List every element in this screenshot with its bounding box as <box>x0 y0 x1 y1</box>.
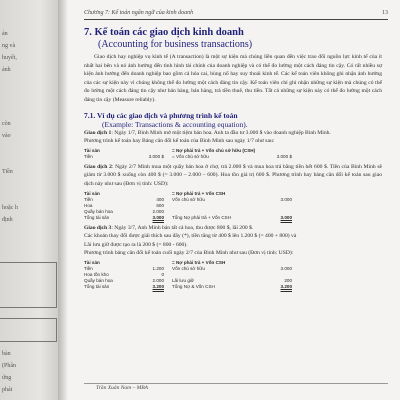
right-page <box>68 0 400 400</box>
asset-name: Quầy bán hoa <box>84 208 113 214</box>
asset-value: 0 <box>161 271 164 277</box>
transaction-3 <box>84 224 382 233</box>
subsection-title: 7.1. Ví dụ các giao dịch và phương trình kế toán <box>84 110 238 120</box>
asset-name: Tiền <box>84 196 93 202</box>
left-page-fragment: ản <box>2 31 8 37</box>
asset-value: 1.200 <box>152 265 164 271</box>
footer-rule <box>84 383 388 384</box>
intro-paragraph: Giao dịch hay nghiệp vụ kinh tế (A transaction) là một sự kiện mà chúng liền quan đến việc trao đổi nguồn lực kinh tế của ít nhất hai bên và nó ảnh hưởng đến tình hình tài chính của doanh nghiệp và có thể đo lường một cách đáng tin cậy. Có rất nhiều sự kiện ảnh hưởng đến doanh nghiệp bao gồm cả hỏa cai, bùng nổ hay suy thoái kinh tế. Các kế toán viên không ghi nhận ảnh hưởng của các sự kiện này vì chúng không thể đo lường một cách đáng tin cậy. Kế toán viên chỉ ghi nhận những sự kiện mà chúng có thể đo lường một cách đáng tin cậy như bán hàng, bán hàng, trả tiền thuê, thu tiền. Tất cả những sự kiện này có thể đo lường một cách đáng tin cậy (Measure reliably). <box>84 54 382 103</box>
asset-value: 3.000 $ <box>148 153 164 159</box>
total-liabilities-label: Tổng Nợ phải trả + Vốn CSH <box>172 214 232 220</box>
total-assets-value: 3.000 <box>152 214 164 220</box>
liability-name: = Vốn chủ sở hữu <box>172 153 209 159</box>
ledger-3 <box>84 260 324 290</box>
liabilities-header: = Nợ phải trả + Vốn CSH <box>172 190 226 196</box>
subsection-subtitle: (Example: Transactions & accounting equation). <box>102 119 248 129</box>
transaction-1 <box>84 129 382 138</box>
transaction-label: Giao dịch 3 <box>84 224 112 231</box>
running-header <box>84 10 388 16</box>
total-assets-value: 3.200 <box>152 283 164 289</box>
chapter-title: Chương 7: Kế toán ngân ngữ của kinh doanh <box>84 10 194 16</box>
transaction-1-after: Phương trình kế toán hay Bảng cân đối kế toán của Bình Minh sau ngày 1/7 như sau: <box>84 138 275 145</box>
liabilities-header: = Nợ phải trả + Vốn chủ sở hữu (CSH) <box>172 147 256 153</box>
asset-name: Tiền <box>84 265 93 271</box>
asset-name: Hoa tồn kho <box>84 271 109 277</box>
assets-header: Tài sản <box>84 259 100 265</box>
header-rule <box>84 19 388 20</box>
liability-name: Vốn chủ sở hữu <box>172 196 205 202</box>
left-page-fragment: (Phân <box>2 363 16 369</box>
ledger-1 <box>84 148 324 160</box>
left-page-fragment: ng và <box>2 43 16 49</box>
liability-name: Lãi lưu giữ <box>172 277 194 283</box>
asset-value: 600 <box>156 202 164 208</box>
left-page-table-box <box>0 318 57 342</box>
left-page-fragment: hoặc h <box>2 205 18 211</box>
left-page-edge <box>0 0 58 400</box>
page-number: 13 <box>382 10 388 16</box>
transaction-3-after: Lãi lưu giữ được tạo ra là 200 $ (= 800 - 600). <box>84 241 188 248</box>
transaction-3-after: Phương trình bảng cân đối kế toán cuối ngày 2/7 của Bình Minh như sau (Đơn vị tính: USD): <box>84 250 294 257</box>
transaction-text: : Ngày 3/7, Anh Minh bán tất cả hoa, thu được 800 $, lãi 200 $. <box>111 224 254 231</box>
asset-name: Tiền <box>84 153 93 159</box>
ledger-row <box>84 154 324 160</box>
left-page-fragment: còn <box>2 121 11 127</box>
liability-value: 3.000 $ <box>276 153 292 159</box>
asset-value: 2.000 <box>152 277 164 283</box>
section-title: 7. Kế toán các giao dịch kinh doanh <box>84 27 244 38</box>
transaction-text: : Ngày 1/7, Bình Minh mở một tiệm bán hoa. Anh ta đầu tư 3.000 $ vào doanh nghiệp Bình Minh. <box>111 129 331 136</box>
transaction-text: : Ngày 2/7 Minh mua một quầy bán hoa ở chợ, trả 2.000 $ và mua hoa trả bằng tiền hết 600 $. Tiền của Bình Minh sẽ giảm từ 3.000 $ xuống còn 400 $ (= 3.000 – 2.000 – 600). Hoa tồn giá trị 600 $. Phương trình hay bảng cân đối kế toán sau giao dịch này như sau (Đơn vị tính: USD): <box>84 163 382 187</box>
liability-value: 3.000 <box>280 265 292 271</box>
liabilities-header: = Nợ phải trả + Vốn CSH <box>172 259 226 265</box>
liability-value: 3.000 <box>280 196 292 202</box>
left-page-fragment: định <box>2 217 13 223</box>
section-subtitle: (Accounting for business transactions) <box>98 39 253 50</box>
transaction-label: Giao dịch 2 <box>84 163 112 170</box>
ledger-2 <box>84 191 324 221</box>
left-page-fragment: ứng <box>2 375 12 381</box>
total-liabilities-value: 3.000 <box>280 214 292 220</box>
left-page-table-box <box>0 262 57 308</box>
left-page-fragment: ảnh <box>2 67 11 73</box>
total-liabilities-value: 3.200 <box>280 283 292 289</box>
left-page-fragment: bàn <box>2 351 11 357</box>
book-gutter <box>58 0 68 400</box>
total-liabilities-label: Tổng Nợ & Vốn CSH <box>172 283 215 289</box>
asset-value: 2.000 <box>152 208 164 214</box>
total-assets-label: Tổng tài sản <box>84 214 110 220</box>
transaction-label: Giao dịch 1 <box>84 129 112 136</box>
assets-header: Tài sản <box>84 190 100 196</box>
liability-value: 200 <box>284 277 292 283</box>
ledger-total-row <box>84 215 324 221</box>
left-page-fragment: huyết, <box>2 55 17 61</box>
transaction-3-after: Các khoản thay đổi được giải thích sau đây (*), tiền tăng từ 400 $ lên 1.200 $ (= 400 + 800) và <box>84 233 297 240</box>
left-page-fragment: Tiền <box>2 169 13 175</box>
page-footer: Trần Xuân Nam – MBA <box>96 385 148 391</box>
total-assets-label: Tổng tài sản <box>84 283 110 289</box>
left-page-fragment: vào <box>2 133 11 139</box>
ledger-total-row <box>84 284 324 290</box>
liability-name: Vốn chủ sở hữu <box>172 265 205 271</box>
asset-name: Hoa <box>84 202 93 208</box>
page-content <box>84 27 382 293</box>
transaction-2 <box>84 163 382 189</box>
asset-name: Quầy bán hoa <box>84 277 113 283</box>
asset-value: 400 <box>156 196 164 202</box>
left-page-fragment: phát <box>2 387 13 393</box>
assets-header: Tài sản <box>84 147 100 153</box>
